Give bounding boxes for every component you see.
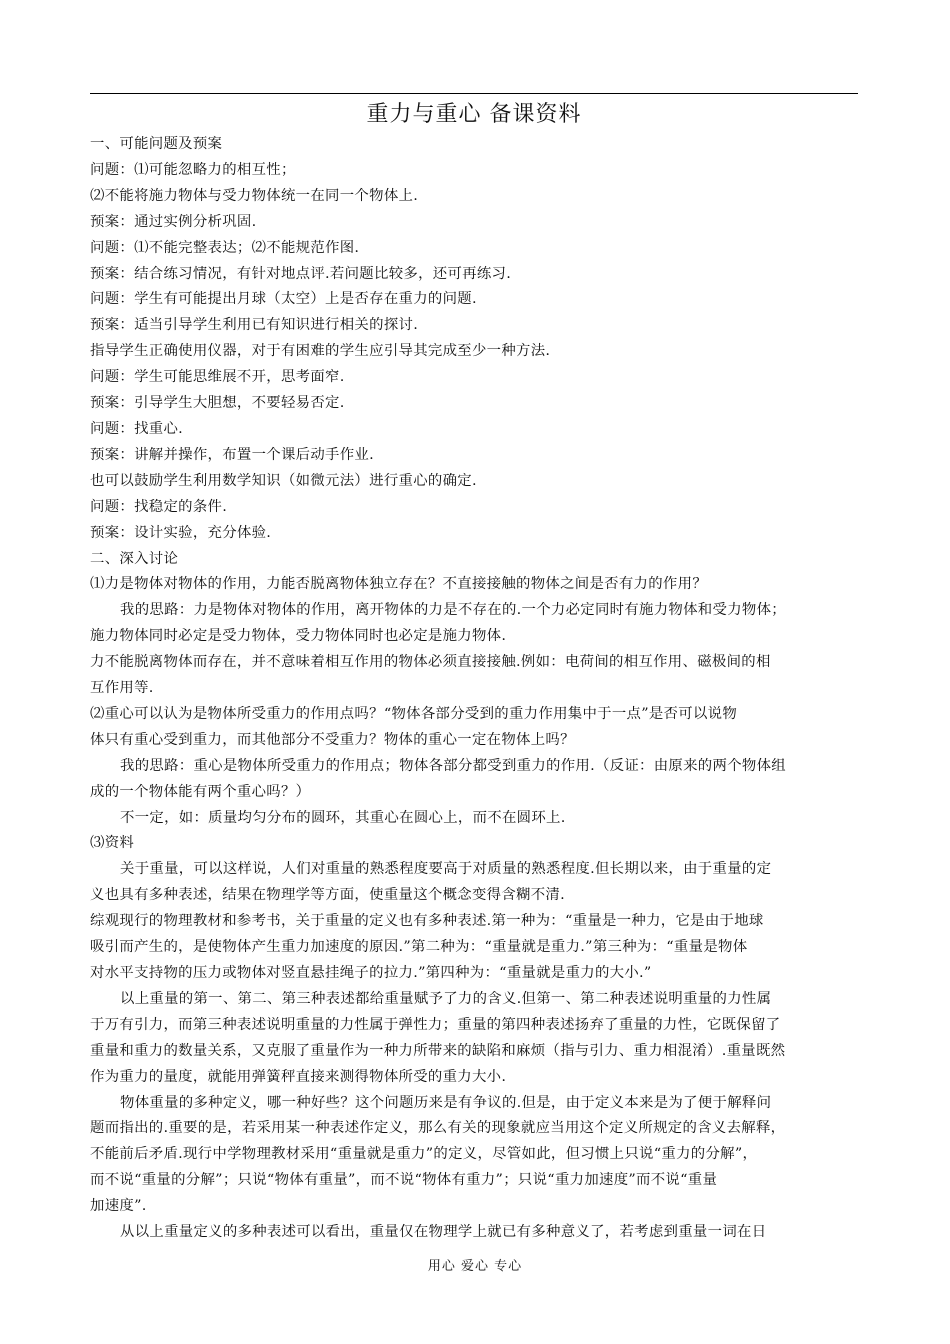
text-line: 物体重量的多种定义，哪一种好些？这个问题历来是有争议的.但是，由于定义本来是为了便于解释问 <box>120 1094 772 1111</box>
text-line: 问题：⑴不能完整表达；⑵不能规范作图. <box>90 239 360 256</box>
text-line: 力不能脱离物体而存在，并不意味着相互作用的物体必须直接接触.例如：电荷间的相互作用、磁极间的相 <box>90 654 771 671</box>
text-line: 以上重量的第一、第二、第三种表述都给重量赋予了力的含义.但第一、第二种表述说明重量的力性属 <box>120 990 772 1007</box>
text-line: 问题：学生有可能提出月球（太空）上是否存在重力的问题. <box>90 291 477 308</box>
page-title: 重力与重心 备课资料 <box>366 102 582 127</box>
text-line: 问题：学生可能思维展不开，思考面窄. <box>90 369 345 386</box>
text-line: 成的一个物体能有两个重心吗？） <box>90 783 311 800</box>
document-body <box>90 132 864 1246</box>
page-footer: 用心 爱心 专心 <box>427 1259 523 1274</box>
text-line: 问题：⑴可能忽略力的相互性； <box>90 161 296 178</box>
text-line: 互作用等. <box>90 680 154 697</box>
text-line: 施力物体同时必定是受力物体，受力物体同时也必定是施力物体. <box>90 628 507 645</box>
text-line: 于万有引力，而第三种表述说明重量的力性属于弹性力；重量的第四种表述扬弃了重量的力性，它既保留了 <box>90 1016 781 1033</box>
text-line: 不能前后矛盾.现行中学物理教材采用“重量就是重力”的定义，尽管如此，但习惯上只说“重力的分解”， <box>90 1146 758 1163</box>
text-line: 重量和重力的数量关系，又克服了重量作为一种力所带来的缺陷和麻烦（指与引力、重力相混淆）.重量既然 <box>90 1042 786 1059</box>
text-line: 预案：引导学生大胆想，不要轻易否定. <box>90 395 345 412</box>
text-line: 问题：找重心. <box>90 420 184 437</box>
text-line: 二、深入讨论 <box>90 550 179 567</box>
text-line: 我的思路：力是物体对物体的作用，离开物体的力是不存在的.一个力必定同时有施力物体和受力物体； <box>120 602 786 619</box>
text-line: 我的思路：重心是物体所受重力的作用点；物体各部分都受到重力的作用.（反证：由原来的两个物体组 <box>120 757 786 774</box>
text-line: 指导学生正确使用仪器，对于有困难的学生应引导其完成至少一种方法. <box>90 343 551 360</box>
text-line: 预案：讲解并操作，布置一个课后动手作业. <box>90 446 374 463</box>
text-line: ⑵重心可以认为是物体所受重力的作用点吗？“物体各部分受到的重力作用集中于一点”是否可以说物 <box>90 705 738 722</box>
text-line: 不一定，如：质量均匀分布的圆环，其重心在圆心上，而不在圆环上. <box>120 809 566 826</box>
text-line: ⑴力是物体对物体的作用，力能否脱离物体独立存在？不直接接触的物体之间是否有力的作用？ <box>90 576 708 593</box>
top-rule <box>90 93 858 94</box>
text-line: 预案：适当引导学生利用已有知识进行相关的探讨. <box>90 317 419 334</box>
text-line: 预案：通过实例分析巩固. <box>90 213 257 230</box>
text-line: 预案：设计实验，充分体验. <box>90 524 272 541</box>
text-line: 从以上重量定义的多种表述可以看出，重量仅在物理学上就已有多种意义了，若考虑到重量一词在日 <box>120 1224 767 1241</box>
text-line: 作为重力的量度，就能用弹簧秤直接来测得物体所受的重力大小. <box>90 1068 507 1085</box>
text-line: 综观现行的物理教材和参考书，关于重量的定义也有多种表述.第一种为：“重量是一种力，它是由于地球 <box>90 913 764 930</box>
text-line: 一、可能问题及预案 <box>90 136 223 152</box>
text-line: 加速度”. <box>90 1198 147 1215</box>
text-line: 而不说“重量的分解”；只说“物体有重量”，而不说“物体有重力”；只说“重力加速度”而不说“重量 <box>90 1172 718 1189</box>
text-line: 预案：结合练习情况，有针对地点评.若问题比较多，还可再练习. <box>90 265 512 282</box>
text-line: 对水平支持物的压力或物体对竖直悬挂绳子的拉力.”第四种为：“重量就是重力的大小.” <box>90 965 652 981</box>
text-line: 体只有重心受到重力，而其他部分不受重力？物体的重心一定在物体上吗？ <box>90 731 575 748</box>
text-line: 义也具有多种表述，结果在物理学等方面，使重量这个概念变得含糊不清. <box>90 887 565 904</box>
text-line: 也可以鼓励学生利用数学知识（如微元法）进行重心的确定. <box>90 472 477 489</box>
text-line: 关于重量，可以这样说，人们对重量的熟悉程度要高于对质量的熟悉程度.但长期以来，由于重量的定 <box>120 861 772 878</box>
text-line: ⑶资料 <box>90 835 135 852</box>
text-line: ⑵不能将施力物体与受力物体统一在同一个物体上. <box>90 187 419 204</box>
text-line: 吸引而产生的，是使物体产生重力加速度的原因.”第二种为：“重量就是重力.”第三种为：“重量是物体 <box>90 939 748 956</box>
text-line: 题而指出的.重要的是，若采用某一种表述作定义，那么有关的现象就应当用这个定义所规定的含义去解释， <box>90 1120 786 1137</box>
text-line: 问题：找稳定的条件. <box>90 498 228 515</box>
